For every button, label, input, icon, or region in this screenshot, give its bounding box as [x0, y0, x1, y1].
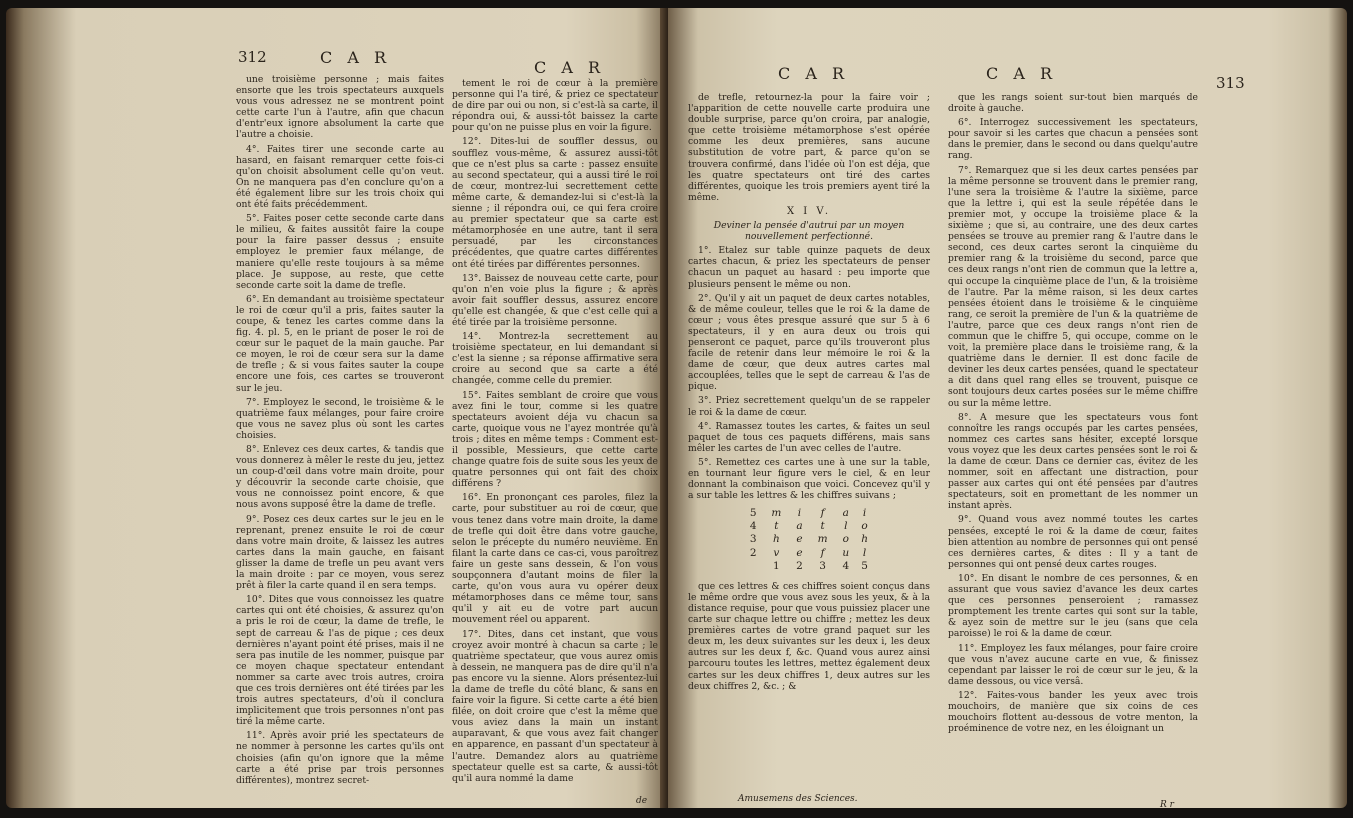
grid-cell: 5: [861, 559, 868, 572]
paragraph: 6°. En demandant au troisième spectateur le roi de cœur qu'il a pris, faites sauter la coupe, & tenez les cartes comme dans la fig. 4. pl. 5, en le priant de poser le roi de cœur sur le paquet de la main gauche. Par ce moyen, le roi de cœur sera sur la dame de trefle ; & si vous faites sauter la coupe encore une fois, ces cartes se trouveront sur le jeu.: [236, 293, 444, 394]
grid-cell: i: [862, 507, 867, 520]
grid-cell: l: [862, 546, 867, 559]
grid-cell: h: [861, 533, 868, 546]
paragraph: 10°. En disant le nombre de ces personnes, & en assurant que vous saviez d'avance les deux cartes que ces personnes penseroient ; ramassez promptement les trente cartes qui sont sur la table, & ayez soin de mettre sur le jeu (sans que cela paroisse) le roi & la dame de cœur.: [948, 572, 1198, 640]
paragraph: 1°. Etalez sur table quinze paquets de deux cartes chacun, & priez les spectateurs de penser chacun un paquet au hasard : peu importe que plusieurs pensent le même ou non.: [688, 245, 930, 290]
paragraph: 9°. Quand vous avez nommé toutes les cartes pensées, excepté le roi & la dame de cœur, faites bien attention au nombre de personnes qui ont pensé ces dernières cartes, & dites : Il y a tant de personnes qui ont pensé deux cartes rouges.: [948, 514, 1198, 570]
grid-row: [744, 533, 874, 546]
grid-cell: o: [842, 533, 849, 546]
grid-row: [744, 547, 874, 560]
page-number: 312: [238, 48, 267, 66]
paragraph: 9°. Posez ces deux cartes sur le jeu en le reprenant, prenez ensuite le roi de cœur dans votre main droite, & laissez les autres cartes dans la main gauche, en faisant glisser la dame de trefle un peu avant vers la main droite : par ce moyen, vous serez prêt à filer la carte quand il en sera temps.: [236, 513, 444, 592]
text-column-right-2: [948, 92, 1198, 804]
paragraph: 5°. Remettez ces cartes une à une sur la table, en tournant leur figure vers le ciel, & en leur donnant la combinaison que voici. Concevez qu'il y a sur table les lettres & les chiffres suivans ;: [688, 456, 930, 502]
text-column-left-1: [236, 74, 444, 800]
paragraph: de trefle, retournez-la pour la faire voir ; l'apparition de cette nouvelle carte produira une double surprise, parce qu'on croira, par analogie, que cette troisième métamorphose s'est opérée comme les deux premières, sans aucune substitution de votre part, & parce qu'on se trouvera confirmé, dans l'idée où l'on est déja, que les quatre spectateurs ont tiré des cartes différentes, quoique les trois premiers ayent tiré la même.: [688, 92, 930, 203]
paragraph: 5°. Faites poser cette seconde carte dans le milieu, & faites aussitôt faire la coupe pour la faire passer dessus ; ensuite employez le premier faux mélange, de maniere qu'elle reste toujours à sa même place. Je suppose, au reste, que cette seconde carte soit la dame de trefle.: [236, 213, 444, 291]
paragraph: 12°. Dites-lui de souffler dessus, ou soufflez vous-même, & assurez aussi-tôt que ce n'est plus sa carte : passez ensuite au second spectateur, qui a aussi tiré le roi de cœur, montrez-lui secrettement cette même carte, & demandez-lui si c'est-là la sienne ; il répondra oui, ce qui fera croire au premier spectateur que sa carte est métamorphosée en une autre, tant il sera persuadé, par les circonstances précédentes, que quatre cartes différentes ont été tirées par différentes personnes.: [452, 136, 658, 270]
grid-cell: h: [772, 533, 780, 546]
paragraph: 13°. Baissez de nouveau cette carte, pour qu'on n'en voie plus la figure ; & après avoir fait souffler dessus, assurez encore qu'elle est changée, & que c'est celle qui a été tirée par la troisième personne.: [452, 272, 658, 328]
paragraph: 17°. Dites, dans cet instant, que vous croyez avoir montré à chacun sa carte ; le quatrième spectateur, que vous aurez omis à dessein, ne manquera pas de dire qu'il n'a pas encore vu la sienne. Alors présentez-lui la dame de trefle du côté blanc, & sans en faire voir la figure. Si cette carte a été bien filée, on doit croire que c'est la même que vous aviez dans la main un instant auparavant, & que vous avez fait changer en apparence, en passant d'un spectateur à l'autre. Demandez alors au quatrième spectateur quelle est sa carte, & aussi-tôt qu'il aura nommé la dame: [452, 628, 658, 784]
paragraph: 8°. A mesure que les spectateurs vous font connoître les rangs occupés par les cartes pensées, nommez ces cartes sans hésiter, excepté lorsque vous voyez que les deux cartes pensées sont le roi & la dame de cœur. Dans ce dernier cas, évitez de les nommer, soit en affectant une distraction, pour passer aux cartes qui ont été pensées par d'autres spectateurs, soit en promettant de les nommer un instant après.: [948, 411, 1198, 512]
grid-cell: m: [817, 533, 828, 546]
letter-grid: [744, 507, 874, 572]
grid-cell: 4: [842, 559, 850, 572]
signature-mark: Amusemens des Sciences.: [738, 794, 858, 804]
running-head: C A R: [778, 64, 850, 83]
paragraph: 10°. Dites que vous connoissez les quatre cartes qui ont été choisies, & assurez qu'on a pris le roi de cœur, la dame de trefle, le sept de carreau & l'as de pique ; ces deux dernières n'ayant point été prises, mais il ne sera pas inutile de les nommer, puisque par ce moyen chaque spectateur entendant nommer sa carte avec trois autres, croira que ces trois dernières ont été tirées par les trois autres spectateurs, d'où il conclura implicitement que trois personnes n'ont pas tiré la même carte.: [236, 594, 444, 728]
text-column-left-2: [452, 78, 658, 798]
grid-cell: 3: [749, 533, 757, 546]
paragraph: 11°. Après avoir prié les spectateurs de ne nommer à personne les cartes qu'ils ont choisies (afin qu'on ignore que la même carte a été prise par trois personnes différentes), montrez secret-: [236, 730, 444, 786]
section-title: Deviner la pensée d'autrui par un moyen nouvellement perfectionné.: [713, 220, 905, 243]
paragraph: 7°. Employez le second, le troisième & le quatrième faux mélanges, pour faire croire que vous ne savez plus où sont les cartes choisies.: [236, 396, 444, 441]
left-page: [6, 8, 668, 808]
paragraph: que les rangs soient sur-tout bien marqués de droite à gauche.: [948, 92, 1198, 115]
paragraph: 4°. Faites tirer une seconde carte au hasard, en faisant remarquer cette fois-ci qu'on choisit absolument celle qu'on veut. On ne manquera pas d'en conclure qu'on a été également libre sur les trois choix qui ont été faits précédemment.: [236, 143, 444, 211]
grid-cell: t: [774, 520, 779, 533]
paragraph: 7°. Remarquez que si les deux cartes pensées par la même personne se trouvent dans le premier rang, l'une sera la troisième & l'autre la sixième, parce que la lettre i, qui est la seule répétée dans le premier mot, y occupe la troisième place & la sixième ; que si, au contraire, une des deux cartes pensées se trouve au premier rang & l'autre dans le second, ces deux cartes seront la cinquième du premier rang & la troisième du second, parce que ces deux rangs n'ont rien de commun que la lettre a, qui occupe la cinquième place de l'un, & la troisième de l'autre. Par la même raison, si les deux cartes pensées étoient dans le troisième & le cinquième rang, ce seroit la première de l'un & la quatrième de l'autre, parce que ces deux rangs n'ont rien de commun que le chiffre 5, qui occupe, comme on le voit, la première place dans le troisième rang, & la quatrième dans le dernier. Il est donc facile de deviner les deux cartes pensées, quand le spectateur a dit dans quel rang elles se trouvent, puisque ce sont toujours deux cartes posées sur le même chiffre ou sur la même lettre.: [948, 164, 1198, 409]
grid-cell: l: [844, 520, 848, 533]
catchword: R r: [1160, 800, 1174, 808]
running-head: C A R: [986, 64, 1058, 83]
paragraph: 3°. Priez secrettement quelqu'un de se rappeler le roi & la dame de cœur.: [688, 395, 930, 418]
paragraph: tement le roi de cœur à la première personne qui l'a tiré, & priez ce spectateur de dire par oui ou non, si c'est-là sa carte, il répondra oui, & aussi-tôt baissez la carte pour qu'on ne puisse plus en voir la figure.: [452, 78, 658, 134]
right-page: [668, 8, 1347, 808]
paragraph: 6°. Interrogez successivement les spectateurs, pour savoir si les cartes que chacun a pensées sont dans le premier, dans le second ou dans quelqu'autre rang.: [948, 117, 1198, 162]
grid-cell: t: [820, 520, 825, 533]
paragraph: 16°. En prononçant ces paroles, filez la carte, pour substituer au roi de cœur, que vous tenez dans votre main droite, la dame de trefle qui doit être dans votre gauche, selon le précepte du numéro neuvième. En filant la carte dans ce cas-ci, vous paroîtrez faire un geste sans dessein, & l'on vous soupçonnera d'autant moins de filer la carte, qu'on vous aura vu opérer deux métamorphoses dans ce même tour, sans qu'il y ait eu de votre part aucun mouvement réel ou apparent.: [452, 492, 658, 626]
grid-row: [744, 507, 874, 520]
page-number: 313: [1216, 74, 1245, 92]
grid-cell: 3: [819, 559, 826, 572]
grid-cell: 5: [749, 507, 757, 520]
grid-cell: v: [773, 546, 780, 559]
paragraph: 14°. Montrez-la secrettement au troisième spectateur, en lui demandant si c'est la sienne ; sa réponse affirmative sera croire au second que sa carte a été changée, comme celle du premier.: [452, 331, 658, 387]
grid-cell: o: [861, 520, 868, 533]
grid-cell: f: [820, 507, 825, 520]
grid-cell: 1: [773, 559, 780, 572]
grid-row: [744, 560, 874, 573]
running-head: C A R: [534, 58, 606, 77]
catchword: de: [636, 796, 648, 806]
paragraph: 11°. Employez les faux mélanges, pour faire croire que vous n'avez aucune carte en vue, & finissez cependant par laisser le roi de cœur sur le jeu, & la dame dessous, ou vice versâ.: [948, 642, 1198, 687]
paragraph: que ces lettres & ces chiffres soient conçus dans le même ordre que vous avez sous les yeux, & à la distance requise, pour que vous puissiez placer une carte sur chaque lettre ou chiffre ; mettez les deux premières cartes de votre grand paquet sur les deux m, les deux suivantes sur les deux i, les deux autres sur les deux f, &c. Quand vous aurez ainsi parcouru toutes les lettres, mettez également deux cartes sur les deux chiffres 1, deux autres sur les deux chiffres 2, &c. ; &: [688, 580, 930, 692]
grid-cell: a: [842, 507, 849, 520]
paragraph: 8°. Enlevez ces deux cartes, & tandis que vous donnerez à mêler le reste du jeu, jettez un coup-d'œil dans votre main droite, pour y découvrir la seconde carte choisie, que vous ne connoissez point encore, & que nous avons supposé être la dame de trefle.: [236, 444, 444, 511]
grid-cell: f: [820, 546, 825, 559]
grid-cell: 4: [749, 520, 757, 533]
paragraph: 4°. Ramassez toutes les cartes, & faites un seul paquet de tous ces paquets différens, mais sans mêler les cartes de l'un avec celles de l'autre.: [688, 420, 930, 454]
grid-cell: m: [771, 507, 782, 520]
running-head: C A R: [320, 48, 392, 67]
grid-cell: i: [797, 507, 802, 520]
grid-cell: e: [796, 546, 803, 559]
paragraph: 12°. Faites-vous bander les yeux avec trois mouchoirs, de manière que six coins de ces mouchoirs flottent au-dessous de votre menton, la proéminence de votre nez, en les éloignant un: [948, 689, 1198, 735]
grid-cell: [744, 560, 763, 573]
grid-cell: 2: [749, 546, 757, 559]
paragraph: une troisième personne ; mais faites ensorte que les trois spectateurs auxquels vous vous adressez ne se montrent point cette carte l'un à l'autre, afin que chacun d'entr'eux ignore absolument la carte que l'autre a choisie.: [236, 74, 444, 141]
grid-cell: e: [796, 533, 803, 546]
text-column-right-1: [688, 92, 930, 808]
section-number: X I V.: [786, 205, 832, 217]
paragraph: 15°. Faites semblant de croire que vous avez fini le tour, comme si les quatre spectateurs avoient déja vu chacun sa carte, quoique vous ne l'ayez montrée qu'à trois ; dites en même temps : Comment est-il possible, Messieurs, que cette carte change quatre fois de suite sous les yeux de quatre personnes qui ont fait des choix différens ?: [452, 389, 658, 490]
grid-cell: a: [796, 520, 803, 533]
grid-row: [744, 520, 874, 533]
grid-cell: 2: [796, 559, 803, 572]
paragraph: 2°. Qu'il y ait un paquet de deux cartes notables, & de même couleur, telles que le roi & la dame de cœur ; vous êtes presque assuré que sur 5 à 6 spectateurs, il y en aura deux ou trois qui penseront ce paquet, parce qu'ils trouveront plus facile de retenir dans leur mémoire le roi & la dame de cœur, que deux autres cartes mal accouplées, telles que le sept de carreau & l'as de pique.: [688, 292, 930, 393]
grid-cell: u: [842, 546, 850, 559]
